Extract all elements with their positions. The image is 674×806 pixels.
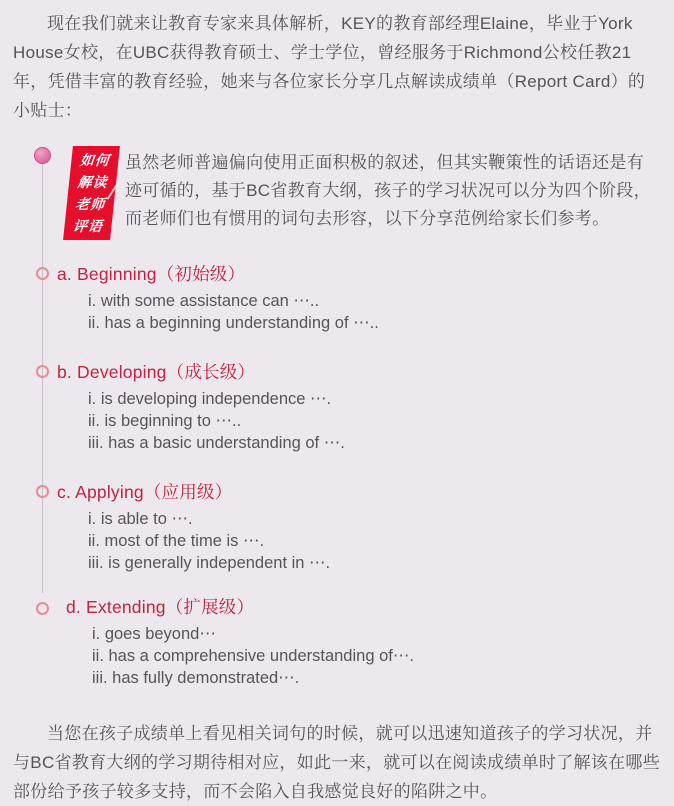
level-extending-phrases	[66, 623, 674, 689]
section-ribbon-badge	[63, 146, 120, 240]
phrase-item: iii. has a basic understanding of ⋯.	[88, 434, 345, 452]
phrase-item: ii. most of the time is ⋯.	[88, 532, 265, 550]
level-developing	[0, 360, 674, 454]
ribbon-line: 老师	[74, 196, 107, 212]
closing-paragraph: 当您在孩子成绩单上看见相关词句的时候，就可以迅速知道孩子的学习状况，并与BC省教育大纲的学习期待相对应，如此一来，就可以在阅读成绩单时了解该在哪些部份给予孩子较多支持，而不会陷入自我感觉良好的陷阱之中。	[13, 724, 661, 801]
phrase-item: i. is developing independence ⋯.	[88, 390, 332, 408]
phrase-item: ii. is beginning to ⋯..	[88, 412, 242, 430]
ribbon-line: 解读	[76, 174, 109, 190]
level-beginning-phrases	[57, 290, 674, 334]
phrase-item: i. goes beyond⋯	[92, 625, 216, 643]
timeline-start-bullet-icon	[34, 147, 51, 164]
ribbon-fold-seam	[107, 184, 118, 199]
phrase-item: i. is able to ⋯.	[88, 510, 193, 528]
phrase-item: iii. has fully demonstrated⋯.	[92, 669, 300, 687]
level-developing-phrases	[57, 388, 674, 454]
section-header-left	[0, 146, 125, 240]
level-applying	[0, 480, 674, 574]
level-beginning	[0, 262, 674, 334]
phrase-item: i. with some assistance can ⋯..	[88, 292, 320, 310]
level-applying-phrases	[57, 508, 674, 574]
timeline-ring-icon	[36, 365, 49, 378]
section-header	[0, 146, 674, 240]
phrase-item: ii. has a beginning understanding of ⋯..	[88, 314, 379, 332]
timeline-ring-icon	[36, 267, 49, 280]
intro-paragraph: 现在我们就来让教育专家来具体解析，KEY的教育部经理Elaine，毕业于York House女校，在UBC获得教育硕士、学士学位，曾经服务于Richmond公校任教21年，凭借丰富的教育经验，她来与各位家长分享几点解读成绩单（Report Card）的小贴士：	[13, 14, 646, 120]
level-beginning-title: a. Beginning（初始级）	[57, 264, 246, 284]
ribbon-line: 评语	[72, 218, 104, 234]
section-intro-paragraph: 虽然老师普遍偏向使用正面积极的叙述，但其实鞭策性的话语还是有迹可循的，基于BC省教育大纲，孩子的学习状况可以分为四个阶段，而老师们也有惯用的词句去形容，以下分享范例给家长们参考。	[125, 153, 651, 228]
timeline-ring-icon	[36, 485, 49, 498]
phrase-item: iii. is generally independent in ⋯.	[88, 554, 331, 572]
ribbon-line: 如何	[79, 152, 111, 168]
timeline	[0, 146, 674, 689]
level-extending	[0, 595, 674, 689]
phrase-item: ii. has a comprehensive understanding of⋯.	[92, 647, 414, 665]
level-applying-title: c. Applying（应用级）	[57, 482, 233, 502]
level-extending-title: d. Extending（扩展级）	[66, 597, 255, 617]
timeline-ring-icon	[36, 602, 49, 615]
level-developing-title: b. Developing（成长级）	[57, 362, 256, 382]
